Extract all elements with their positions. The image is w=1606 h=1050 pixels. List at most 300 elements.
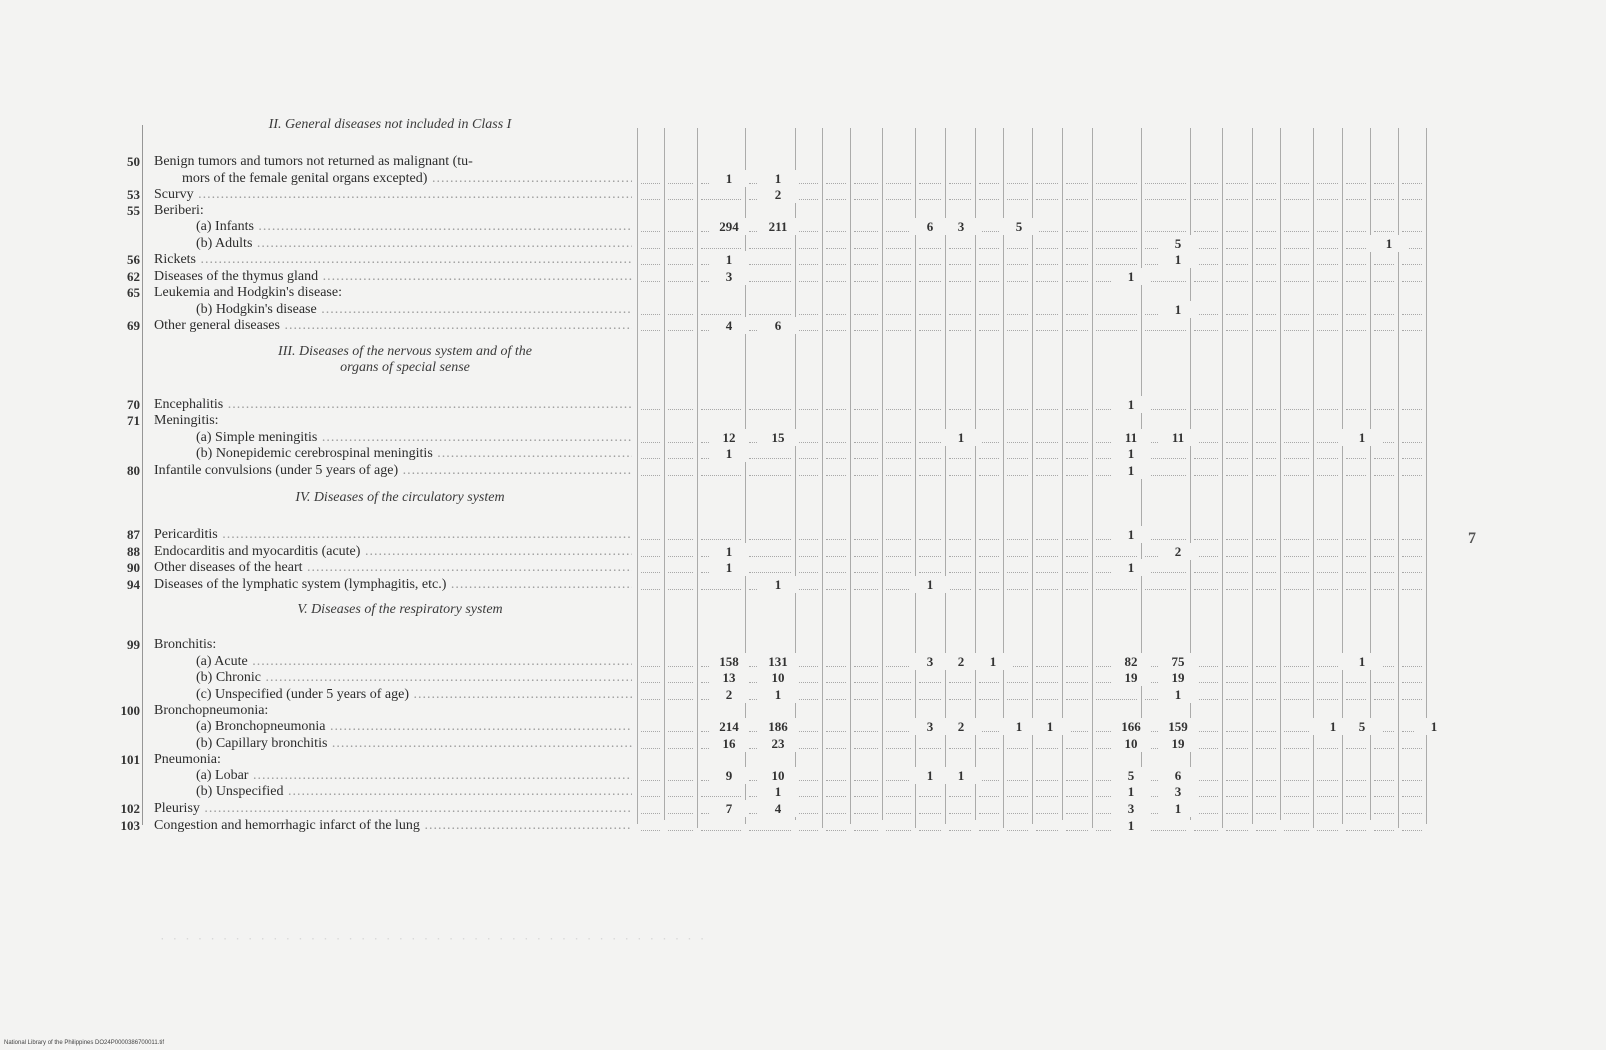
dot-leader — [1036, 556, 1058, 557]
dot-leader — [641, 780, 660, 781]
dot-leader — [1374, 458, 1394, 459]
dot-leader — [641, 330, 660, 331]
dot-leader — [826, 281, 846, 282]
dot-leader — [826, 666, 846, 667]
dot-leader — [1402, 780, 1422, 781]
dot-leader — [979, 589, 999, 590]
dot-leader — [1402, 748, 1422, 749]
data-cell: 7 — [709, 800, 749, 817]
dot-leader — [854, 572, 878, 573]
dot-leader — [668, 475, 693, 476]
data-cell: 1 — [1111, 396, 1151, 413]
dot-leader — [919, 199, 941, 200]
dot-leader — [1284, 458, 1309, 459]
dot-leader — [826, 442, 846, 443]
data-cell: 5 — [1342, 718, 1382, 735]
data-cell: 9 — [709, 767, 749, 784]
dot-leader — [949, 281, 971, 282]
dot-leader — [1256, 199, 1276, 200]
dot-leader — [826, 556, 846, 557]
data-cell: 1 — [758, 576, 798, 593]
dot-leader — [799, 264, 818, 265]
row-code: 65 — [127, 285, 140, 300]
dot-leader — [1036, 330, 1058, 331]
dot-leader — [854, 442, 878, 443]
dot-leader — [1096, 556, 1137, 557]
data-cell: 1 — [709, 543, 749, 560]
dot-leader — [949, 539, 971, 540]
dot-leader — [1036, 780, 1058, 781]
dot-leader — [979, 231, 999, 232]
dot-leader — [1226, 231, 1248, 232]
dot-leader — [799, 572, 818, 573]
table-row — [0, 751, 1606, 768]
dot-leader — [1007, 780, 1028, 781]
dot-leader — [826, 458, 846, 459]
dot-leader — [1402, 682, 1422, 683]
dot-leader — [886, 409, 911, 410]
dot-leader — [1007, 589, 1028, 590]
dot-leader — [1317, 666, 1338, 667]
dot-leader — [1346, 780, 1366, 781]
dot-leader — [1066, 830, 1088, 831]
dot-leader — [886, 475, 911, 476]
dot-leader — [854, 264, 878, 265]
row-code: 103 — [120, 818, 140, 833]
row-label: Pericarditis ..... — [154, 526, 632, 543]
data-cell: 4 — [709, 317, 749, 334]
data-cell: 5 — [1158, 235, 1198, 252]
dot-leader — [1194, 409, 1218, 410]
table-row — [0, 526, 1606, 543]
dot-leader — [1194, 330, 1218, 331]
dot-leader — [1346, 281, 1366, 282]
table-row — [0, 153, 1606, 170]
dot-leader — [1317, 475, 1338, 476]
dot-leader — [1145, 183, 1186, 184]
dot-leader — [749, 314, 791, 315]
dot-leader — [826, 475, 846, 476]
table-row — [0, 202, 1606, 219]
data-cell: 1 — [1313, 718, 1353, 735]
dot-leader — [1007, 330, 1028, 331]
dot-leader — [1226, 248, 1248, 249]
dot-leader — [979, 475, 999, 476]
row-label: mors of the female genital organs excepted) ..... — [182, 170, 632, 187]
document-page: · · · · · · · · · · · · · · · · · · · · · · · · · · · · · · · · · · · · · · · · · · · · II. General diseases not included in Class I III. Diseases of the nervous system and of the organs of special sense IV. Diseases of the circulatory system V. Diseases of the respiratory system 50 Benign tumors and tumors not returned as malignant (tu- mors of the female genital organs excepted) ..... 1 1 53 Scurvy ..... 2 55 Beriberi: (a) Infants ..... 294 211 6 3 5 (b) Adults ..... 5 1 56 Rickets ..... 1 1 62 Diseases of the thymus gland ..... 3 1 65 Leukemia and Hodgkin's disease: (b) Hodgkin's disease ..... 1 69 Other general diseases ..... 4 6 70 Encephalitis ..... 1 71 Meningitis: (a) Simple meningitis ..... 12 15 1 11 11 1 (b) Nonepidemic cerebrospinal meningitis ..... 1 1 80 Infantile convulsions (under 5 years of age) ..... 1 87 Pericarditis ..... 1 88 Endocarditis and myocarditis (acute) ..... 1 2 90 Other diseases of the heart ..... 1 1 94 Diseases of the lymphatic system (lymphagitis, etc.) ..... 1 1 99 Bronchitis: (a) Acute ..... 158 131 3 2 1 82 75 1 (b) Chronic ..... 13 10 19 19 (c) Unspecified (under 5 years of age) ..... 2 1 1 100 Bronchopneumonia: (a) Bronchopneumonia ..... 214 186 3 2 1 1 166 159 1 5 1 (b) Capillary bronchitis ..... 16 23 10 19 101 Pneumonia: (a) Lobar ..... 9 10 1 1 5 6 (b) Unspecified ..... 1 1 3 102 Pleurisy ..... 7 4 3 1 103 Congestion and hemorrhagic infarct of the lung ..... 1 7 National Library of the Philippines DO24P0000386700011.tif — [0, 0, 1606, 1050]
dot-leader — [949, 589, 971, 590]
dot-leader — [668, 539, 693, 540]
data-cell: 1 — [1030, 718, 1070, 735]
dot-leader — [886, 442, 911, 443]
dot-leader — [1346, 330, 1366, 331]
dot-leader — [1256, 409, 1276, 410]
dot-leader — [1317, 539, 1338, 540]
dot-leader — [1226, 731, 1248, 732]
table-row — [0, 396, 1606, 413]
dot-leader — [1226, 572, 1248, 573]
data-cell: 10 — [758, 669, 798, 686]
dot-leader — [1007, 682, 1028, 683]
dot-leader — [1226, 475, 1248, 476]
dot-leader — [799, 458, 818, 459]
data-cell: 2 — [941, 653, 981, 670]
dot-leader — [701, 409, 741, 410]
dot-leader — [1066, 442, 1088, 443]
dot-leader — [668, 556, 693, 557]
dot-leader — [668, 248, 693, 249]
dot-leader — [1226, 458, 1248, 459]
dot-leader — [668, 813, 693, 814]
dot-leader — [641, 248, 660, 249]
dot-leader — [1317, 458, 1338, 459]
dot-leader — [1226, 699, 1248, 700]
dot-leader — [1317, 780, 1338, 781]
dot-leader — [979, 183, 999, 184]
dot-leader — [1145, 281, 1186, 282]
dot-leader — [1256, 699, 1276, 700]
dot-leader — [919, 442, 941, 443]
data-cell: 11 — [1158, 429, 1198, 446]
table-row — [0, 686, 1606, 703]
dot-leader — [919, 330, 941, 331]
data-cell: 5 — [1111, 767, 1151, 784]
row-code: 100 — [120, 703, 140, 718]
dot-leader — [668, 409, 693, 410]
dot-leader — [749, 281, 791, 282]
dot-leader — [1317, 682, 1338, 683]
dot-leader — [1066, 539, 1088, 540]
dot-leader — [1402, 281, 1422, 282]
dot-leader — [1374, 813, 1394, 814]
dot-leader — [1402, 475, 1422, 476]
dot-leader — [1374, 796, 1394, 797]
dot-leader — [1374, 409, 1394, 410]
dot-leader — [1226, 199, 1248, 200]
dot-leader — [1226, 556, 1248, 557]
dot-leader — [1066, 281, 1088, 282]
dot-leader — [641, 796, 660, 797]
dot-leader — [1256, 442, 1276, 443]
dot-leader — [854, 330, 878, 331]
dot-leader — [1066, 813, 1088, 814]
dot-leader — [1374, 539, 1394, 540]
row-label: Leukemia and Hodgkin's disease: — [154, 285, 342, 300]
dot-leader — [799, 780, 818, 781]
dot-leader — [1256, 314, 1276, 315]
dot-leader — [1036, 231, 1058, 232]
dot-leader — [1284, 780, 1309, 781]
dot-leader — [1284, 442, 1309, 443]
row-label: Diseases of the thymus gland ..... — [154, 268, 632, 285]
data-cell: 131 — [758, 653, 798, 670]
dot-leader — [826, 682, 846, 683]
dot-leader — [826, 748, 846, 749]
dot-leader — [886, 458, 911, 459]
section-heading — [180, 344, 630, 376]
dot-leader — [1066, 314, 1088, 315]
dot-leader — [1346, 682, 1366, 683]
dot-leader — [949, 409, 971, 410]
dot-leader — [1036, 183, 1058, 184]
data-cell: 82 — [1111, 653, 1151, 670]
dot-leader — [1036, 314, 1058, 315]
dot-leader — [826, 231, 846, 232]
dot-leader — [1402, 442, 1422, 443]
dot-leader — [1374, 183, 1394, 184]
dot-leader — [1007, 199, 1028, 200]
row-code: 101 — [120, 752, 140, 767]
data-cell: 16 — [709, 735, 749, 752]
data-cell: 211 — [758, 218, 798, 235]
dot-leader — [1145, 589, 1186, 590]
dot-leader — [668, 231, 693, 232]
dot-leader — [979, 539, 999, 540]
dot-leader — [1284, 264, 1309, 265]
dot-leader — [1346, 748, 1366, 749]
dot-leader — [949, 813, 971, 814]
table-row — [0, 653, 1606, 670]
dot-leader — [749, 248, 791, 249]
dot-leader — [886, 731, 911, 732]
table-row — [0, 412, 1606, 429]
dot-leader — [1284, 682, 1309, 683]
table-row — [0, 235, 1606, 252]
dot-leader — [641, 682, 660, 683]
data-cell: 1 — [1414, 718, 1454, 735]
dot-leader — [799, 682, 818, 683]
dot-leader — [919, 682, 941, 683]
dot-leader — [668, 748, 693, 749]
data-cell: 4 — [758, 800, 798, 817]
dot-leader — [949, 475, 971, 476]
table-row — [0, 186, 1606, 203]
dot-leader — [668, 699, 693, 700]
dot-leader — [1317, 830, 1338, 831]
dot-leader — [1096, 248, 1137, 249]
dot-leader — [1346, 183, 1366, 184]
dot-leader — [749, 409, 791, 410]
data-cell: 6 — [758, 317, 798, 334]
row-label: Meningitis: — [154, 413, 219, 428]
row-label: Other diseases of the heart ..... — [154, 559, 632, 576]
dot-leader — [1346, 830, 1366, 831]
row-label: (a) Infants ..... — [196, 218, 632, 235]
dot-leader — [701, 248, 741, 249]
dot-leader — [1256, 330, 1276, 331]
dot-leader — [826, 830, 846, 831]
row-code: 62 — [127, 269, 140, 284]
dot-leader — [1066, 264, 1088, 265]
dot-leader — [1007, 183, 1028, 184]
dot-leader — [1256, 830, 1276, 831]
table-row — [0, 636, 1606, 653]
dot-leader — [1096, 199, 1137, 200]
dot-leader — [854, 556, 878, 557]
dot-leader — [919, 264, 941, 265]
dot-leader — [1402, 699, 1422, 700]
dot-leader — [1096, 183, 1137, 184]
data-cell: 158 — [709, 653, 749, 670]
dot-leader — [1256, 589, 1276, 590]
dot-leader — [799, 199, 818, 200]
dot-leader — [668, 589, 693, 590]
row-code: 69 — [127, 318, 140, 333]
dot-leader — [1284, 409, 1309, 410]
dot-leader — [1284, 314, 1309, 315]
dot-leader — [799, 589, 818, 590]
dot-leader — [1007, 314, 1028, 315]
dot-leader — [1346, 199, 1366, 200]
dot-leader — [826, 330, 846, 331]
data-cell: 1 — [941, 767, 981, 784]
data-cell: 2 — [941, 718, 981, 735]
dot-leader — [826, 589, 846, 590]
dot-leader — [1317, 281, 1338, 282]
data-cell: 1 — [910, 576, 950, 593]
dot-leader — [1036, 458, 1058, 459]
data-cell: 1 — [758, 783, 798, 800]
row-label: (a) Simple meningitis ..... — [196, 429, 632, 446]
dot-leader — [1317, 231, 1338, 232]
dot-leader — [1374, 199, 1394, 200]
dot-leader — [1374, 475, 1394, 476]
dot-leader — [1036, 572, 1058, 573]
dot-leader — [1256, 556, 1276, 557]
dot-leader — [886, 682, 911, 683]
table-row — [0, 800, 1606, 817]
dot-leader — [1256, 539, 1276, 540]
dot-leader — [1256, 458, 1276, 459]
data-cell: 23 — [758, 735, 798, 752]
dot-leader — [641, 442, 660, 443]
dot-leader — [1066, 682, 1088, 683]
dot-leader — [1066, 556, 1088, 557]
dot-leader — [799, 731, 818, 732]
dot-leader — [668, 330, 693, 331]
row-label: (b) Nonepidemic cerebrospinal meningitis ..... — [196, 445, 632, 462]
dot-leader — [1036, 830, 1058, 831]
dot-leader — [979, 813, 999, 814]
table-row — [0, 718, 1606, 735]
dot-leader — [1066, 248, 1088, 249]
dot-leader — [1194, 458, 1218, 459]
dot-leader — [1284, 231, 1309, 232]
dot-leader — [886, 330, 911, 331]
dot-leader — [641, 183, 660, 184]
dot-leader — [1036, 442, 1058, 443]
section-heading — [210, 117, 570, 133]
data-cell: 1 — [758, 686, 798, 703]
dot-leader — [641, 748, 660, 749]
dot-leader — [1066, 458, 1088, 459]
dot-leader — [641, 699, 660, 700]
dot-leader — [799, 666, 818, 667]
dot-leader — [641, 409, 660, 410]
dot-leader — [1096, 264, 1137, 265]
dot-leader — [1346, 475, 1366, 476]
dot-leader — [979, 314, 999, 315]
dot-leader — [826, 699, 846, 700]
data-cell: 2 — [709, 686, 749, 703]
dot-leader — [1226, 330, 1248, 331]
dot-leader — [886, 572, 911, 573]
dot-leader — [1374, 572, 1394, 573]
dot-leader — [854, 780, 878, 781]
dot-leader — [1256, 572, 1276, 573]
table-row — [0, 559, 1606, 576]
dot-leader — [799, 796, 818, 797]
dot-leader — [1256, 748, 1276, 749]
dot-leader — [1374, 682, 1394, 683]
data-cell: 1 — [999, 718, 1039, 735]
data-cell: 6 — [910, 218, 950, 235]
data-cell: 1 — [1158, 251, 1198, 268]
table-row — [0, 543, 1606, 560]
dot-leader — [979, 731, 999, 732]
dot-leader — [1284, 589, 1309, 590]
dot-leader — [1317, 699, 1338, 700]
row-label: Endocarditis and myocarditis (acute) ..... — [154, 543, 632, 560]
dot-leader — [1346, 556, 1366, 557]
data-cell: 5 — [999, 218, 1039, 235]
dot-leader — [668, 183, 693, 184]
dot-leader — [701, 539, 741, 540]
dot-leader — [701, 314, 741, 315]
dot-leader — [1036, 475, 1058, 476]
dot-leader — [1145, 539, 1186, 540]
dot-leader — [1007, 556, 1028, 557]
dot-leader — [641, 264, 660, 265]
dot-leader — [1346, 409, 1366, 410]
dot-leader — [1036, 281, 1058, 282]
dot-leader — [1194, 589, 1218, 590]
dot-leader — [1256, 183, 1276, 184]
dot-leader — [1346, 572, 1366, 573]
dot-leader — [1036, 813, 1058, 814]
dot-leader — [979, 748, 999, 749]
dot-leader — [1226, 796, 1248, 797]
dot-leader — [1096, 330, 1137, 331]
table-row — [0, 170, 1606, 187]
dot-leader — [1007, 830, 1028, 831]
data-cell: 159 — [1158, 718, 1198, 735]
data-cell: 6 — [1158, 767, 1198, 784]
dot-leader — [919, 409, 941, 410]
data-cell: 15 — [758, 429, 798, 446]
dot-leader — [919, 458, 941, 459]
dot-leader — [1374, 231, 1394, 232]
dot-leader — [1402, 409, 1422, 410]
dot-leader — [1317, 248, 1338, 249]
data-cell: 19 — [1111, 669, 1151, 686]
dot-leader — [1256, 248, 1276, 249]
dot-leader — [668, 796, 693, 797]
dot-leader — [1226, 314, 1248, 315]
dot-leader — [854, 475, 878, 476]
dot-leader — [1284, 666, 1309, 667]
table-row — [0, 462, 1606, 479]
dot-leader — [1402, 796, 1422, 797]
dot-leader — [854, 539, 878, 540]
dot-leader — [826, 199, 846, 200]
dot-leader — [854, 682, 878, 683]
dot-leader — [919, 539, 941, 540]
dot-leader — [1317, 199, 1338, 200]
dot-leader — [799, 330, 818, 331]
dot-leader — [1317, 796, 1338, 797]
dot-leader — [1402, 314, 1422, 315]
